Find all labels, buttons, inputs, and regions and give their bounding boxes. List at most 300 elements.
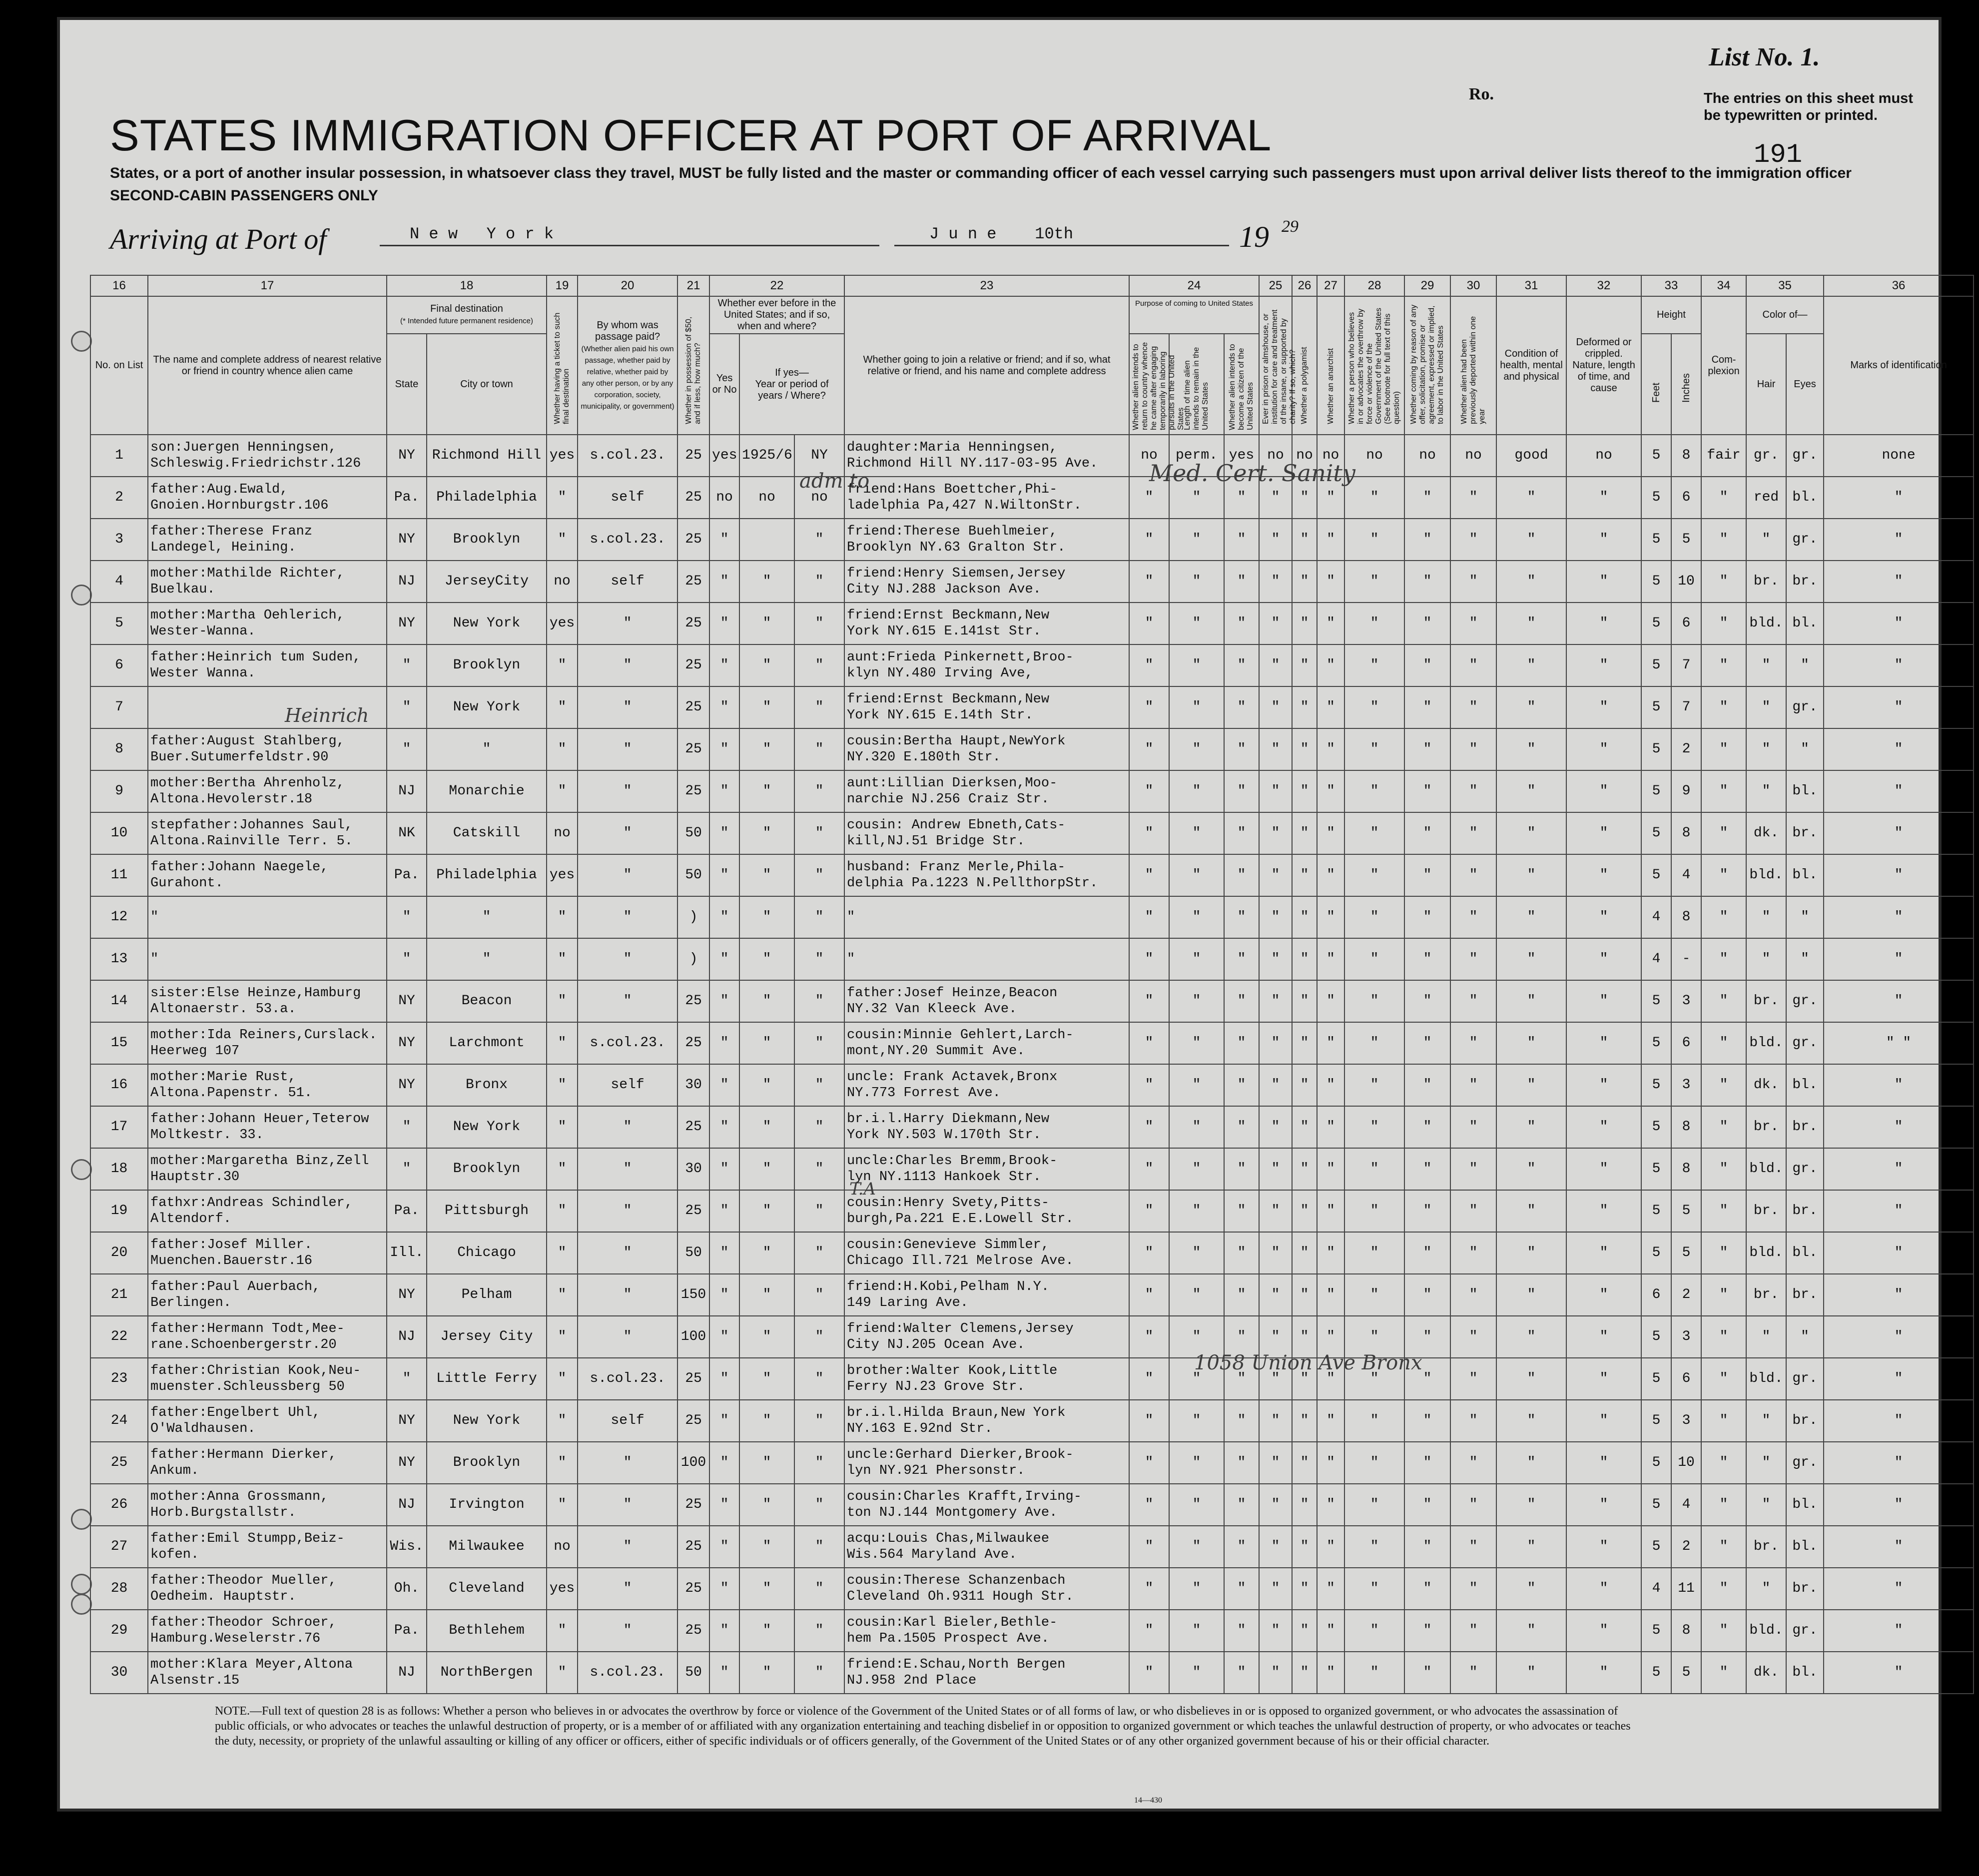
q29-cell: " [1404, 1442, 1450, 1484]
health-cell: " [1496, 980, 1566, 1022]
cell-line-2: Altona.Hevolerstr.18 [150, 792, 313, 807]
no-cell: 9 [90, 770, 148, 812]
joining-cell [844, 1232, 1129, 1274]
cell-line-1: aunt:Frieda Pinkernett,Broo- [847, 650, 1074, 665]
city-cell: Pelham [427, 1274, 547, 1316]
p2-cell: " [1169, 980, 1224, 1022]
inches-text: Inches [1681, 373, 1692, 403]
p2-cell: " [1169, 1106, 1224, 1148]
p1-cell: " [1129, 1484, 1169, 1526]
year-cell: " [739, 938, 794, 980]
ft-cell: 5 [1641, 561, 1671, 603]
ft-cell: 5 [1641, 603, 1671, 644]
hair-cell: " [1746, 1484, 1786, 1526]
where-cell: " [794, 1568, 844, 1610]
final-destination-header [387, 296, 547, 334]
col-num: 27 [1317, 275, 1344, 296]
year-cell: " [739, 644, 794, 686]
q30-cell: " [1450, 1274, 1496, 1316]
col-num: 32 [1566, 275, 1641, 296]
col-num: 29 [1404, 275, 1450, 296]
cell-line-2: NY.32 Van Kleeck Ave. [847, 1002, 1017, 1017]
deformed-cell: no [1566, 435, 1641, 477]
health-cell: " [1496, 519, 1566, 561]
cell-line-1: father:Aug.Ewald, [150, 482, 288, 497]
nearest-relative-cell [148, 1610, 387, 1652]
cell-line-2: Cleveland Oh.9311 Hough Str. [847, 1589, 1074, 1604]
cell-line-1: cousin:Genevieve Simmler, [847, 1238, 1050, 1252]
form-number: 14—430 [1134, 1796, 1162, 1805]
deformed-cell: " [1566, 1274, 1641, 1316]
p1-cell: " [1129, 561, 1169, 603]
marks-cell: " [1824, 770, 1974, 812]
comp-cell: fair [1701, 435, 1746, 477]
hair-cell: br. [1746, 980, 1786, 1022]
in-cell: 9 [1671, 770, 1701, 812]
cell-line-2: Gurahont. [150, 876, 223, 891]
q26-cell: " [1292, 561, 1317, 603]
deformed-cell: " [1566, 1190, 1641, 1232]
health-cell: " [1496, 1400, 1566, 1442]
nearest-relative-cell [148, 728, 387, 770]
state-cell: NY [387, 1274, 427, 1316]
paid-cell: " [578, 1106, 677, 1148]
cell-line-2: Richmond Hill NY.117-03-95 Ave. [847, 456, 1098, 471]
final-destination-title: Final destination [430, 303, 503, 314]
p2-cell: " [1169, 644, 1224, 686]
q26-cell: " [1292, 1064, 1317, 1106]
eyes-cell: br. [1786, 1400, 1824, 1442]
complexion-header: Com-plexion [1701, 296, 1746, 435]
col-num: 36 [1824, 275, 1974, 296]
cell-line-2: York NY.503 W.170th Str. [847, 1128, 1041, 1143]
where-cell: " [794, 980, 844, 1022]
cell-line-1: father:Johann Heuer,Teterow [150, 1112, 369, 1127]
q25-cell: " [1259, 854, 1292, 896]
q26-cell: " [1292, 1442, 1317, 1484]
q29-cell: " [1404, 1274, 1450, 1316]
q25-cell: " [1259, 1316, 1292, 1358]
no-cell: 21 [90, 1274, 148, 1316]
before-cell: " [709, 1106, 739, 1148]
eyes-cell: " [1786, 644, 1824, 686]
col-num: 22 [709, 275, 844, 296]
ticket-cell: " [547, 1190, 578, 1232]
q29-cell: " [1404, 1652, 1450, 1694]
paid-cell: s.col.23. [578, 1652, 677, 1694]
table-row [90, 603, 1974, 644]
q28-cell: " [1344, 1316, 1404, 1358]
year-cell: " [739, 1400, 794, 1442]
purpose-b-text: Length of time alien intends to remain in the United States [1183, 347, 1210, 430]
cell-line-1: uncle: Frank Actavek,Bronx [847, 1070, 1058, 1085]
joining-cell [844, 1274, 1129, 1316]
cell-line-2: NY.773 Forrest Ave. [847, 1086, 1001, 1101]
joining-cell [844, 519, 1129, 561]
cell-line-2: muenster.Schleussberg 50 [150, 1379, 345, 1394]
q26-cell: " [1292, 1526, 1317, 1568]
p2-cell: " [1169, 686, 1224, 728]
paid-cell: " [578, 854, 677, 896]
marks-cell: " [1824, 1064, 1974, 1106]
q25-cell: " [1259, 1022, 1292, 1064]
ticket-cell: " [547, 938, 578, 980]
q25-cell: " [1259, 1190, 1292, 1232]
no-on-list-header: No. on List [90, 296, 148, 435]
eyes-cell: br. [1786, 1274, 1824, 1316]
p3-cell: " [1224, 1232, 1259, 1274]
nearest-relative-cell [148, 1274, 387, 1316]
q30-cell: " [1450, 1106, 1496, 1148]
eyes-cell: gr. [1786, 519, 1824, 561]
cell-line-2: O'Waldhausen. [150, 1421, 256, 1436]
state-cell: NY [387, 1442, 427, 1484]
q26-cell: " [1292, 1106, 1317, 1148]
port-line [380, 245, 879, 246]
q27-cell: " [1317, 1022, 1344, 1064]
eyes-cell: br. [1786, 1568, 1824, 1610]
ticket-cell: " [547, 1232, 578, 1274]
ft-cell: 5 [1641, 812, 1671, 854]
no-cell: 4 [90, 561, 148, 603]
in-cell: 6 [1671, 1358, 1701, 1400]
city-header: City or town [427, 334, 547, 435]
eyes-cell: br. [1786, 561, 1824, 603]
table-row [90, 728, 1974, 770]
deformed-cell: " [1566, 603, 1641, 644]
q29-cell: " [1404, 1022, 1450, 1064]
year-cell: " [739, 1190, 794, 1232]
joining-cell [844, 477, 1129, 519]
possession-header-text: Whether in possession of $50, and if less, how much? [684, 316, 702, 424]
joining-cell [844, 1064, 1129, 1106]
sheet-number: 191 [1754, 140, 1803, 170]
paid-cell: self [578, 1400, 677, 1442]
q29-cell: " [1404, 1400, 1450, 1442]
city-cell: New York [427, 1400, 547, 1442]
year-cell: no [739, 477, 794, 519]
p1-cell: " [1129, 603, 1169, 644]
q25-cell: " [1259, 1274, 1292, 1316]
handwritten-address: 1058 Union Ave Bronx [1194, 1351, 1422, 1374]
cell-line-2: 149 Laring Ave. [847, 1295, 969, 1310]
health-cell: good [1496, 435, 1566, 477]
handwritten-ta: T.A [849, 1179, 876, 1199]
p1-cell: " [1129, 1106, 1169, 1148]
health-cell: " [1496, 1526, 1566, 1568]
cell-line-1: cousin:Minnie Gehlert,Larch- [847, 1028, 1074, 1043]
ticket-cell: " [547, 896, 578, 938]
health-cell: " [1496, 1022, 1566, 1064]
passenger-rows [90, 435, 1974, 1694]
marks-cell: " [1824, 1232, 1974, 1274]
year-cell: " [739, 1022, 794, 1064]
hair-cell: " [1746, 644, 1786, 686]
deformed-cell: " [1566, 1148, 1641, 1190]
q27-cell: " [1317, 644, 1344, 686]
deformed-cell: " [1566, 644, 1641, 686]
purpose-header: Purpose of coming to United States [1129, 296, 1259, 334]
paid-cell: " [578, 1484, 677, 1526]
ft-cell: 5 [1641, 1190, 1671, 1232]
cell-line-2: Buelkau. [150, 582, 215, 597]
q27-cell: " [1317, 1652, 1344, 1694]
year-cell: " [739, 728, 794, 770]
cell-line-2: Wis.564 Maryland Ave. [847, 1547, 1017, 1562]
comp-cell: " [1701, 603, 1746, 644]
marks-cell: " [1824, 644, 1974, 686]
hair-cell: dk. [1746, 812, 1786, 854]
before-us-header: Whether ever before in the United States; and if so, when and where? [709, 296, 844, 334]
eyes-cell: " [1786, 896, 1824, 938]
in-cell: 3 [1671, 980, 1701, 1022]
eyes-cell: bl. [1786, 854, 1824, 896]
paid-cell: " [578, 1190, 677, 1232]
cell-line-1: father:Johann Naegele, [150, 860, 329, 875]
eyes-cell: " [1786, 938, 1824, 980]
comp-cell: " [1701, 1064, 1746, 1106]
q26-cell: " [1292, 1022, 1317, 1064]
cell-line-1: " [847, 952, 855, 967]
in-cell: 5 [1671, 519, 1701, 561]
ticket-cell: " [547, 644, 578, 686]
cell-line-1: father:Engelbert Uhl, [150, 1405, 321, 1420]
col-num: 26 [1292, 275, 1317, 296]
q30-cell: " [1450, 1232, 1496, 1274]
hair-cell: " [1746, 938, 1786, 980]
city-cell: " [427, 938, 547, 980]
state-cell: " [387, 938, 427, 980]
table-row [90, 1274, 1974, 1316]
year-cell: " [739, 980, 794, 1022]
deformed-cell: " [1566, 728, 1641, 770]
where-label: Where? [790, 390, 826, 401]
in-cell: 6 [1671, 1022, 1701, 1064]
marks-cell: none [1824, 435, 1974, 477]
city-cell: Brooklyn [427, 644, 547, 686]
joining-cell [844, 854, 1129, 896]
marks-cell: " [1824, 1610, 1974, 1652]
hair-cell: " [1746, 770, 1786, 812]
cell-line-2: York NY.615 E.141st Str. [847, 624, 1041, 639]
before-cell: " [709, 1484, 739, 1526]
q26-cell: " [1292, 938, 1317, 980]
q29-cell: " [1404, 1358, 1450, 1400]
q29-cell: " [1404, 1610, 1450, 1652]
q29-cell: " [1404, 938, 1450, 980]
eyes-cell: bl. [1786, 1484, 1824, 1526]
arriving-label: Arriving at Port of [110, 223, 327, 255]
p2-cell: " [1169, 519, 1224, 561]
q29-header [1404, 296, 1450, 435]
before-cell: " [709, 1358, 739, 1400]
q25-cell: " [1259, 1484, 1292, 1526]
marks-cell: " [1824, 477, 1974, 519]
cell-line-2: Altona.Rainville Terr. 5. [150, 834, 353, 849]
p1-cell: " [1129, 980, 1169, 1022]
col-num: 34 [1701, 275, 1746, 296]
p1-cell: " [1129, 1442, 1169, 1484]
joining-cell [844, 770, 1129, 812]
comp-cell: " [1701, 1148, 1746, 1190]
table-row [90, 1358, 1974, 1400]
p3-cell: yes [1224, 435, 1259, 477]
cell-line-2: lyn NY.1113 Hankoek Str. [847, 1170, 1041, 1185]
q28-cell: " [1344, 1022, 1404, 1064]
cell-line-1: stepfather:Johannes Saul, [150, 818, 353, 833]
where-cell: " [794, 770, 844, 812]
year-cell: " [739, 1106, 794, 1148]
q25-cell: " [1259, 686, 1292, 728]
city-cell: Brooklyn [427, 1148, 547, 1190]
q27-cell: " [1317, 980, 1344, 1022]
health-header: Condition of health, mental and physical [1496, 296, 1566, 435]
ft-cell: 5 [1641, 1400, 1671, 1442]
year-cell: " [739, 1442, 794, 1484]
ft-cell: 5 [1641, 477, 1671, 519]
deformed-cell: " [1566, 770, 1641, 812]
p1-cell: " [1129, 477, 1169, 519]
cell-line-2: ton NJ.144 Montgomery Ave. [847, 1505, 1058, 1520]
paid-cell: " [578, 603, 677, 644]
p1-cell: " [1129, 1148, 1169, 1190]
comp-cell: " [1701, 1442, 1746, 1484]
ft-cell: 5 [1641, 1652, 1671, 1694]
cell-line-2: narchie NJ.256 Craiz Str. [847, 792, 1050, 807]
p1-cell: " [1129, 1526, 1169, 1568]
ft-cell: 5 [1641, 686, 1671, 728]
nearest-relative-cell [148, 1400, 387, 1442]
cell-line-1: father:August Stahlberg, [150, 734, 345, 749]
q28-cell: " [1344, 980, 1404, 1022]
color-header: Color of— [1746, 296, 1824, 334]
q27-cell: " [1317, 1568, 1344, 1610]
deformed-cell: " [1566, 477, 1641, 519]
no-cell: 28 [90, 1568, 148, 1610]
q29-cell: " [1404, 644, 1450, 686]
p1-cell: " [1129, 1652, 1169, 1694]
cell-line-1: father:Josef Heinze,Beacon [847, 986, 1058, 1001]
joining-cell [844, 1484, 1129, 1526]
p1-cell: " [1129, 519, 1169, 561]
state-cell: Pa. [387, 854, 427, 896]
p2-cell: " [1169, 938, 1224, 980]
amt-cell: 25 [677, 644, 709, 686]
p3-cell: " [1224, 1022, 1259, 1064]
hair-cell: br. [1746, 561, 1786, 603]
q30-cell: " [1450, 728, 1496, 770]
paid-cell: " [578, 812, 677, 854]
cell-line-2: ladelphia Pa,427 N.WiltonStr. [847, 498, 1082, 513]
possession-header [677, 296, 709, 435]
year-cell: " [739, 603, 794, 644]
state-cell: NJ [387, 770, 427, 812]
where-cell: " [794, 854, 844, 896]
q25-cell: " [1259, 812, 1292, 854]
q26-cell: " [1292, 896, 1317, 938]
cell-line-1: acqu:Louis Chas,Milwaukee [847, 1531, 1050, 1546]
before-cell: " [709, 938, 739, 980]
year-cell: " [739, 896, 794, 938]
year-cell: " [739, 1148, 794, 1190]
comp-cell: " [1701, 938, 1746, 980]
q29-cell: " [1404, 812, 1450, 854]
table-row [90, 1190, 1974, 1232]
p3-cell: " [1224, 1190, 1259, 1232]
before-cell: " [709, 1148, 739, 1190]
state-cell: NJ [387, 1316, 427, 1358]
before-cell: " [709, 1316, 739, 1358]
hair-cell: " [1746, 896, 1786, 938]
q27-cell: " [1317, 854, 1344, 896]
comp-cell: " [1701, 1526, 1746, 1568]
in-cell: 8 [1671, 1610, 1701, 1652]
marks-cell: " [1824, 1316, 1974, 1358]
joining-cell [844, 1148, 1129, 1190]
q28-cell: " [1344, 770, 1404, 812]
deformed-cell: " [1566, 1400, 1641, 1442]
in-cell: 4 [1671, 1484, 1701, 1526]
health-cell: " [1496, 644, 1566, 686]
cell-line-2: Altonaerstr. 53.a. [150, 1002, 296, 1017]
before-cell: " [709, 1568, 739, 1610]
q29-cell: " [1404, 854, 1450, 896]
cell-line-1: father:Emil Stumpp,Beiz- [150, 1531, 345, 1546]
cell-line-2: Oedheim. Hauptstr. [150, 1589, 296, 1604]
year-cell: " [739, 812, 794, 854]
q28-cell: " [1344, 1190, 1404, 1232]
in-cell: - [1671, 938, 1701, 980]
ft-cell: 5 [1641, 1316, 1671, 1358]
state-cell: Ill. [387, 1232, 427, 1274]
q30-cell: " [1450, 1022, 1496, 1064]
p1-cell: " [1129, 728, 1169, 770]
nearest-relative-cell [148, 1106, 387, 1148]
cell-line-2: NY.320 E.180th Str. [847, 750, 1001, 765]
cell-line-1: father:Paul Auerbach, [150, 1279, 321, 1294]
nearest-relative-cell [148, 1232, 387, 1274]
marks-cell: " [1824, 1148, 1974, 1190]
nearest-relative-cell [148, 1484, 387, 1526]
ticket-cell: " [547, 770, 578, 812]
nearest-relative-cell [148, 477, 387, 519]
q26-cell: " [1292, 770, 1317, 812]
ticket-cell: yes [547, 854, 578, 896]
paid-cell: self [578, 1064, 677, 1106]
no-cell: 10 [90, 812, 148, 854]
joining-cell [844, 1106, 1129, 1148]
ft-cell: 5 [1641, 644, 1671, 686]
comp-cell: " [1701, 854, 1746, 896]
col-num: 19 [547, 275, 578, 296]
amt-cell: 25 [677, 435, 709, 477]
p1-cell: " [1129, 644, 1169, 686]
state-cell: NJ [387, 1484, 427, 1526]
joining-cell [844, 812, 1129, 854]
if-yes-title: If yes— [775, 367, 809, 378]
ticket-cell: " [547, 1106, 578, 1148]
q29-cell: " [1404, 1064, 1450, 1106]
table-row [90, 561, 1974, 603]
comp-cell: " [1701, 1190, 1746, 1232]
marks-cell: " [1824, 686, 1974, 728]
city-cell: Beacon [427, 980, 547, 1022]
q26-cell: " [1292, 1484, 1317, 1526]
ticket-cell: " [547, 1316, 578, 1358]
ticket-cell: " [547, 1442, 578, 1484]
p2-cell: " [1169, 1526, 1224, 1568]
q30-cell: " [1450, 854, 1496, 896]
